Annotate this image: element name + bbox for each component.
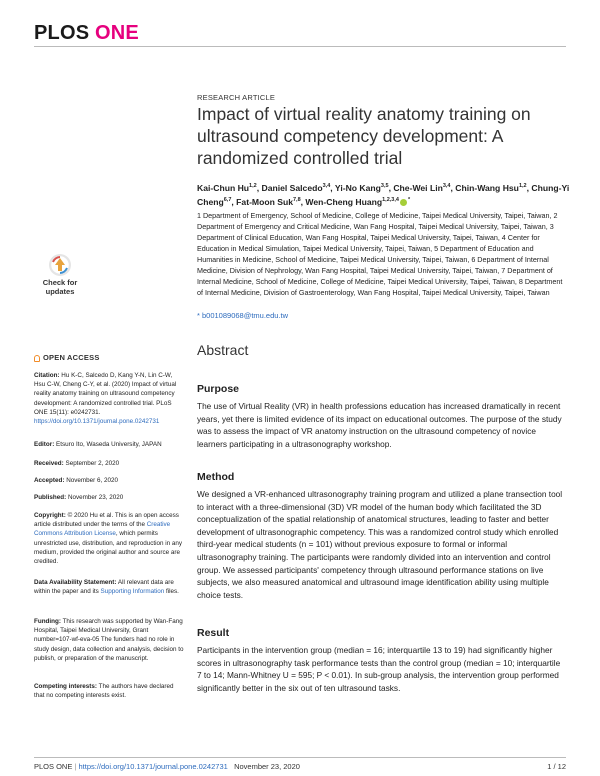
- received-block: [34, 459, 184, 468]
- footer-separator: |: [74, 762, 77, 771]
- author-name-text: Fat-Moon Suk: [236, 196, 293, 207]
- accepted-label: Accepted:: [34, 477, 65, 484]
- author-name: [236, 197, 300, 207]
- author-separator: ,: [526, 182, 532, 193]
- open-access-label: [34, 353, 100, 362]
- editor-block: [34, 440, 184, 449]
- data-availability-text-post: files.: [165, 588, 179, 596]
- footer-journal: PLOS ONE: [34, 762, 73, 771]
- author-name-text: Daniel Salcedo: [261, 182, 323, 193]
- author-name: [393, 183, 450, 193]
- author-list: [197, 180, 572, 208]
- footer-date: November 23, 2020: [234, 762, 300, 771]
- journal-name-plos: PLOS: [34, 22, 90, 44]
- abstract-heading: Abstract: [197, 342, 249, 358]
- data-availability-block: [34, 578, 184, 596]
- citation-doi-link[interactable]: https://doi.org/10.1371/journal.pone.0242731: [34, 418, 160, 426]
- author-name: [305, 197, 410, 207]
- author-affiliation-sup: 1,2: [518, 183, 527, 189]
- copyright-block: [34, 511, 184, 566]
- check-updates-line1: Check for: [42, 278, 78, 287]
- orcid-icon[interactable]: [400, 199, 407, 206]
- author-name-text: Wen-Cheng Huang: [305, 196, 383, 207]
- article-title: Impact of virtual reality anatomy training on ultrasound competency development: A randomized controlled trial: [197, 104, 531, 168]
- method-text: We designed a VR-enhanced ultrasonography training program and utilized a plane transection tool to interact with a three-dimensional (3D) VR model of the human body which facilitated the 3D conceptualization of the spatial relationship of anatomical structures, leading to faster and better development of ultrasonographic competency. This was a randomized control study which enrolled third-year medical students (n = 101) without previous exposure to formal or informal ultrasonography training. The participants were randomly divided into an intervention and control group. We assessed participants' competency through ultrasound performance stations on live subjects, we also measured anatomical and ultrasound image identification ability using multiple choice tests.: [197, 489, 563, 600]
- accepted-block: [34, 476, 184, 485]
- editor-text: Etsuro Ito, Waseda University, JAPAN: [56, 441, 162, 448]
- author-name-text: Yi-No Kang: [334, 182, 381, 193]
- purpose-text: The use of Virtual Reality (VR) in health professions education has increased dramatically in recent years, yet there is limited evidence of its impact on educational outcomes. The purpose of the study was to assess the impact of VR anatomy instruction on the ultrasound competency of novice learners participating in a ultrasonography workshop.: [197, 401, 562, 449]
- funding-text: This research was supported by Wan-Fang Hospital, Taipei Medical University, Grant number=107-wf-eva-05 The funders had no role in study design, data collection and analysis, decision to publish, or preparation of the manuscript.: [34, 618, 184, 662]
- journal-logo: [34, 22, 139, 45]
- author-separator: ,: [388, 182, 394, 193]
- data-availability-text-pre: All relevant data are within the paper and its: [34, 579, 174, 596]
- author-name-text: Kai-Chun Hu: [197, 182, 250, 193]
- author-name-text: Che-Wei Lin: [393, 182, 443, 193]
- received-date: September 2, 2020: [65, 460, 120, 467]
- check-updates-icon: [49, 254, 71, 276]
- affiliations: 1 Department of Emergency, School of Medicine, College of Medicine, Taipei Medical University, Taipei, Taiwan, 2 Department of Emergency and Critical Medicine, Wan Fang Hospital, Taipei Medical University, Taipei, Taiwan, 3 Department of Clinical Education, Wan Fang Hospital, Taipei Medical University, Taipei, Taiwan, 4 Center for Education in Medical Simulation, Taipei Medical University, Taipei, Taiwan, 5 Department of Education and Humanities in Medicine, School of Medicine, Taipei Medical University, Taipei, Taiwan, 6 Department of Internal Medicine, Division of Nephrology, Wan Fang Hospital, Taipei Medical University, Taipei, Taiwan, 7 Department of Internal Medicine, School of Medicine, College of Medicine, Taipei Medical University, Taipei, Taiwan, 8 Department of Internal Medicine, Division of Gastroenterology, Wan Fang Hospital, Taipei Medical University, Taipei, Taiwan: [197, 211, 563, 297]
- copyright-text-pre: © 2020 Hu et al. This is an open access article distributed under the terms of the: [34, 512, 179, 529]
- citation-block: [34, 371, 184, 426]
- check-updates-line2: updates: [45, 287, 75, 296]
- copyright-text-post: , which permits unrestricted use, distribution, and reproduction in any medium, provided the original author and source are credited.: [34, 530, 183, 566]
- published-date: November 23, 2020: [67, 494, 124, 501]
- competing-interests-block: [34, 682, 184, 700]
- published-block: [34, 493, 184, 502]
- open-access-text: OPEN ACCESS: [43, 353, 100, 362]
- funding-block: [34, 617, 184, 663]
- author-name: [335, 183, 389, 193]
- author-name: [455, 183, 526, 193]
- result-heading: Result: [197, 627, 230, 639]
- cc-license-link[interactable]: Creative Commons Attribution License: [34, 521, 171, 538]
- header-rule: [34, 46, 566, 47]
- author-affiliation-sup: 3,4: [442, 183, 451, 189]
- copyright-label: Copyright:: [34, 512, 66, 519]
- received-label: Received:: [34, 460, 64, 467]
- author-affiliation-sup: 3,4: [322, 183, 331, 189]
- author-affiliation-sup: 1,2: [249, 183, 257, 189]
- author-separator: ,: [450, 182, 456, 193]
- author-affiliation-sup: 1,2,3,4: [382, 196, 399, 203]
- open-lock-icon: [34, 355, 40, 362]
- author-name: [261, 183, 330, 193]
- author-separator: ,: [330, 182, 335, 193]
- check-for-updates-badge[interactable]: [36, 254, 84, 306]
- result-text: Participants in the intervention group (median = 16; interquartile 13 to 19) had significantly higher scores in ultrasonography task performance tests than the control group (median = 10; interquartile 7 to 14; Mann-Whitney U = 595; P < 0.01). In sub-group analysis, the intervention group performed significantly better in the six out of ten ultrasound tasks.: [197, 645, 561, 693]
- data-availability-label: Data Availability Statement:: [34, 579, 117, 586]
- page-number: 1 / 12: [547, 762, 566, 771]
- editor-label: Editor:: [34, 441, 55, 448]
- competing-interests-text: The authors have declared that no competing interests exist.: [34, 683, 174, 700]
- funding-label: Funding:: [34, 618, 61, 625]
- article-type: RESEARCH ARTICLE: [197, 93, 276, 102]
- citation-label: Citation:: [34, 372, 60, 379]
- footer-doi-link[interactable]: https://doi.org/10.1371/journal.pone.0242731: [78, 762, 228, 771]
- author-name-text: Chin-Wang Hsu: [455, 182, 519, 193]
- corresponding-email[interactable]: * b001089068@tmu.edu.tw: [197, 311, 289, 320]
- accepted-date: November 6, 2020: [66, 477, 119, 484]
- journal-name-one: ONE: [95, 22, 139, 44]
- author-separator: ,: [231, 196, 237, 207]
- footer-rule: [34, 757, 566, 758]
- corresponding-star: *: [407, 196, 411, 203]
- published-label: Published:: [34, 494, 67, 501]
- author-separator: ,: [256, 182, 262, 193]
- citation-text: Hu K-C, Salcedo D, Kang Y-N, Lin C-W, Hsu C-W, Cheng C-Y, et al. (2020) Impact of virtual reality anatomy training on ultrasound competency development: A randomized controlled trial. PLoS ONE 15(11): e0242731.: [34, 372, 177, 416]
- author-name: [197, 183, 257, 193]
- author-affiliation-sup: 3,5: [380, 183, 389, 189]
- supporting-information-link[interactable]: Supporting Information: [100, 588, 165, 596]
- footer: [34, 762, 300, 771]
- author-affiliation-sup: 6,7: [223, 196, 232, 203]
- author-name-text: Chung-Yi Cheng: [197, 182, 570, 207]
- check-updates-text: [36, 278, 84, 296]
- purpose-heading: Purpose: [197, 383, 240, 395]
- author-separator: ,: [300, 196, 306, 207]
- competing-interests-label: Competing interests:: [34, 683, 97, 690]
- method-heading: Method: [197, 471, 235, 483]
- author-affiliation-sup: 7,8: [292, 196, 301, 203]
